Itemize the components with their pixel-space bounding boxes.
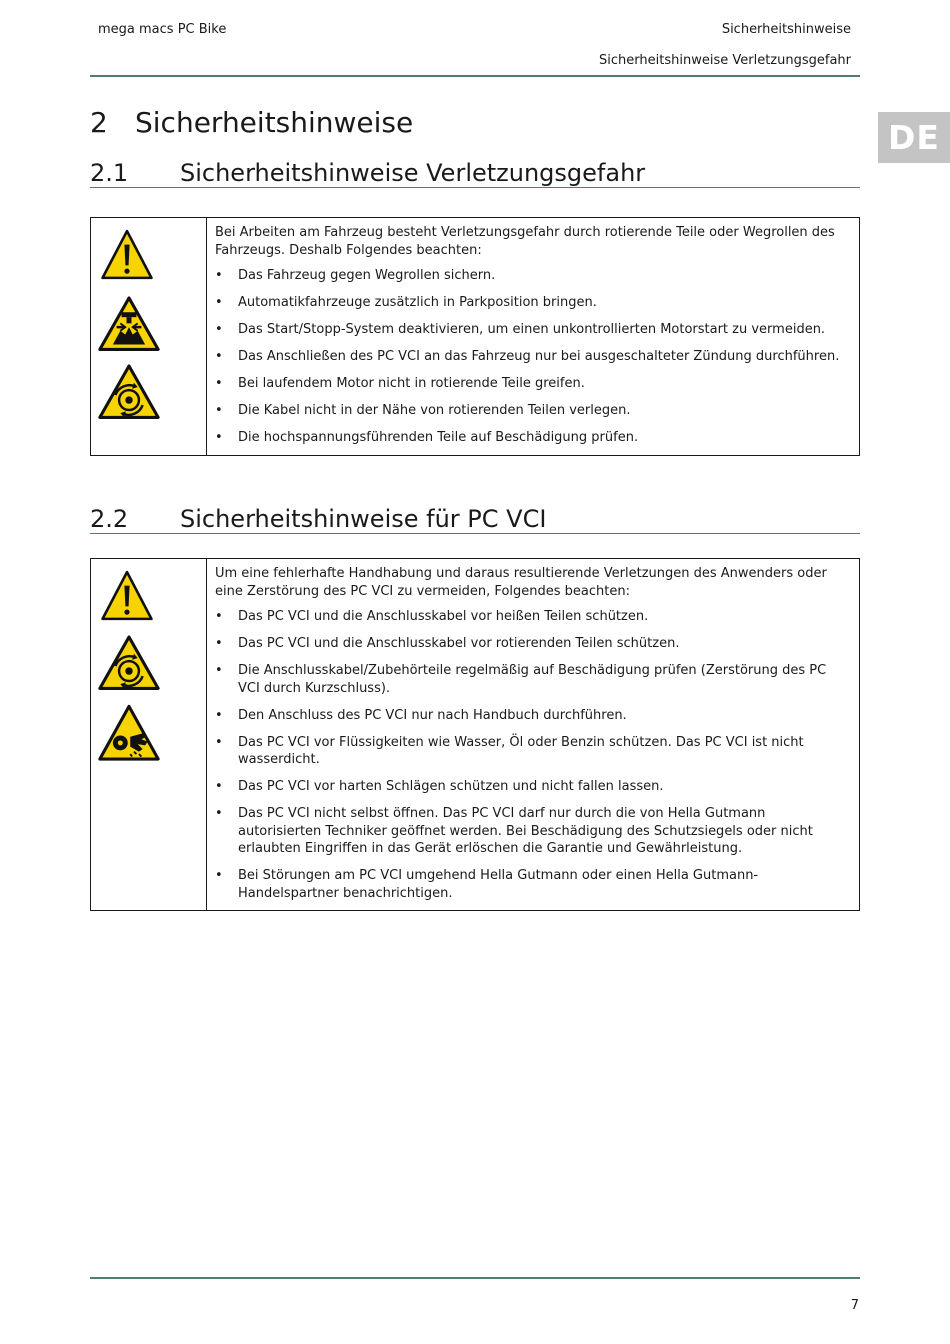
section-number: 2.2: [90, 505, 129, 533]
section-heading: [90, 505, 860, 534]
list-item: • Bei laufendem Motor nicht in rotierende Teile greifen.: [215, 375, 851, 393]
list-item: • Die hochspannungsführenden Teile auf Beschädigung prüfen.: [215, 429, 851, 447]
list-item: • Das PC VCI und die Anschlusskabel vor rotierenden Teilen schützen.: [215, 635, 851, 653]
list-item: • Das PC VCI vor harten Schlägen schützen und nicht fallen lassen.: [215, 778, 851, 796]
list-item: • Das PC VCI nicht selbst öffnen. Das PC VCI darf nur durch die von Hella Gutmann autorisierten Techniker geöffnet werden. Bei Beschädigung des Schutzsiegels oder nicht erlaubten Eingriffen in das Gerät erlöschen die Garantie und Gewährleistung.: [215, 805, 851, 858]
header-product-name: mega macs PC Bike: [98, 22, 227, 37]
safety-notice-box: [90, 217, 860, 456]
section-heading: [90, 159, 860, 188]
list-item: • Das Anschließen des PC VCI an das Fahrzeug nur bei ausgeschalteter Zündung durchführen.: [215, 348, 851, 366]
list-item: • Das Start/Stopp-System deaktivieren, um einen unkontrollierten Motorstart zu vermeiden.: [215, 321, 851, 339]
header-chapter-title: Sicherheitshinweise: [721, 22, 851, 37]
header-divider: [90, 75, 860, 77]
language-tab: DE: [878, 112, 950, 163]
chapter-number: 2: [90, 106, 108, 139]
list-item: • Die Anschlusskabel/Zubehörteile regelmäßig auf Beschädigung prüfen (Zerstörung des PC VCI durch Kurzschluss).: [215, 662, 851, 697]
list-item: • Das PC VCI und die Anschlusskabel vor heißen Teilen schützen.: [215, 608, 851, 626]
section-title: Sicherheitshinweise für PC VCI: [180, 505, 547, 533]
rotating-parts-icon: [98, 364, 160, 420]
notice-list: [215, 267, 851, 447]
list-item: • Die Kabel nicht in der Nähe von rotierenden Teilen verlegen.: [215, 402, 851, 420]
warning-icons-column: [91, 559, 207, 910]
notice-intro: Um eine fehlerhafte Handhabung und daraus resultierende Verletzungen des Anwenders oder eine Zerstörung des PC VCI zu vermeiden, Folgendes beachten:: [215, 566, 827, 599]
footer-divider: [90, 1277, 860, 1279]
notice-intro: Bei Arbeiten am Fahrzeug besteht Verletzungsgefahr durch rotierende Teile oder Wegrollen des Fahrzeugs. Deshalb Folgendes beachten:: [215, 225, 835, 258]
list-item: • Das PC VCI vor Flüssigkeiten wie Wasser, Öl oder Benzin schützen. Das PC VCI ist nicht wasserdicht.: [215, 734, 851, 769]
notice-text: [207, 559, 859, 910]
hand-injury-icon: [98, 704, 160, 762]
notice-list: [215, 608, 851, 902]
list-item: • Den Anschluss des PC VCI nur nach Handbuch durchführen.: [215, 707, 851, 725]
section-number: 2.1: [90, 159, 129, 187]
section-title: Sicherheitshinweise Verletzungsgefahr: [180, 159, 646, 187]
chapter-heading: [90, 106, 413, 139]
header-section-title: Sicherheitshinweise Verletzungsgefahr: [599, 53, 851, 68]
notice-text: [207, 218, 859, 455]
rotating-parts-icon: [98, 635, 160, 691]
chapter-title: Sicherheitshinweise: [135, 106, 414, 139]
list-item: • Bei Störungen am PC VCI umgehend Hella Gutmann oder einen Hella Gutmann-Handelspartner benachrichtigen.: [215, 867, 851, 902]
warning-icons-column: [91, 218, 207, 455]
general-warning-icon: [101, 228, 153, 282]
safety-notice-box: [90, 558, 860, 911]
page-number: 7: [850, 1298, 859, 1313]
general-warning-icon: [101, 569, 153, 623]
list-item: • Das Fahrzeug gegen Wegrollen sichern.: [215, 267, 851, 285]
crushing-hazard-icon: [98, 296, 160, 352]
list-item: • Automatikfahrzeuge zusätzlich in Parkposition bringen.: [215, 294, 851, 312]
